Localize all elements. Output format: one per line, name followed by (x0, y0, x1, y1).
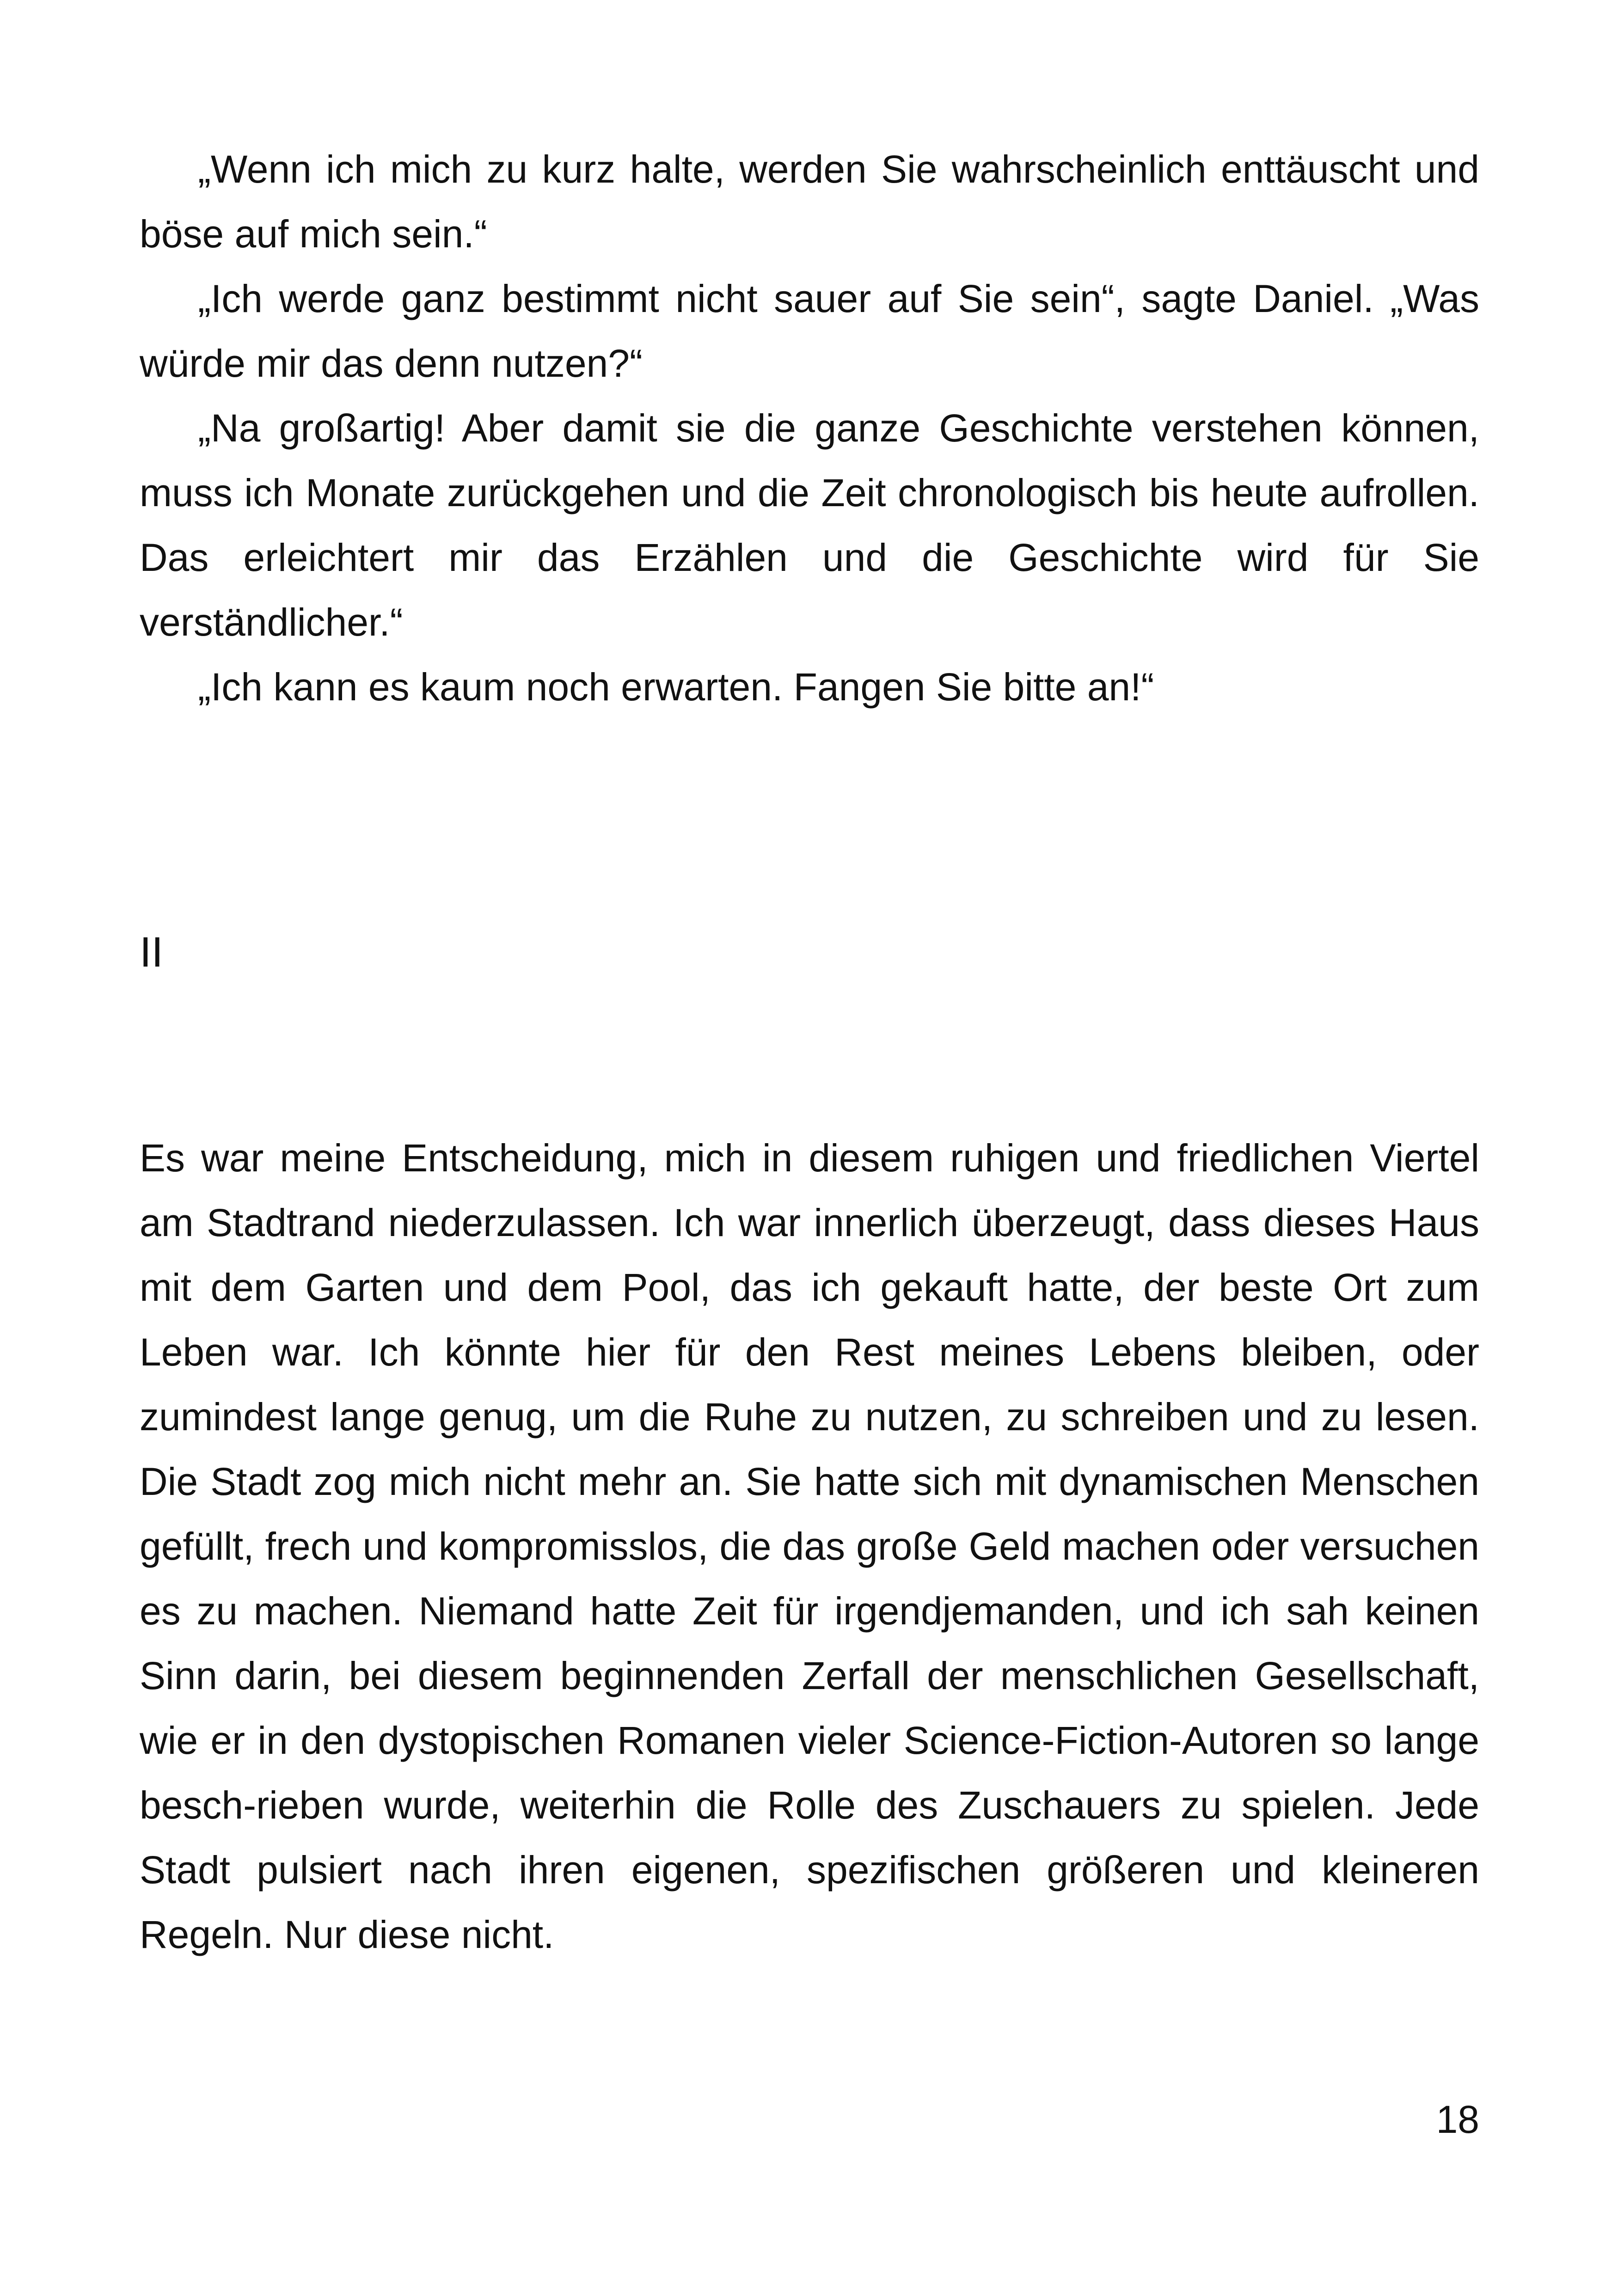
dialogue-paragraph: „Wenn ich mich zu kurz halte, werden Sie wahrscheinlich enttäuscht und böse auf mich sein.“ (140, 147, 1479, 256)
dialogue-paragraph: „Na großartig! Aber damit sie die ganze Geschichte verstehen können, muss ich Monate zurückgehen und die Zeit chronologisch bis heute aufrollen. Das erleichtert mir das Erzählen und die Geschichte wird für Sie verständlicher.“ (140, 406, 1479, 644)
narrative-section (140, 1126, 1479, 1967)
dialogue-paragraph: „Ich werde ganz bestimmt nicht sauer auf Sie sein“, sagte Daniel. „Was würde mir das denn nutzen?“ (140, 277, 1479, 385)
dialogue-paragraph: „Ich kann es kaum noch erwarten. Fangen Sie bitte an!“ (198, 665, 1154, 709)
narrative-paragraph: Es war meine Entscheidung, mich in diesem ruhigen und friedlichen Viertel am Stadtrand niederzulassen. Ich war innerlich überzeugt, dass dieses Haus mit dem Garten und dem Pool, das ich gekauft hatte, der beste Ort zum Leben war. Ich könnte hier für den Rest meines Lebens bleiben, oder zumindest lange genug, um die Ruhe zu nutzen, zu schreiben und zu lesen. Die Stadt zog mich nicht mehr an. Sie hatte sich mit dynamischen Menschen gefüllt, frech und kompromisslos, die das große Geld machen oder versuchen es zu machen. Niemand hatte Zeit für irgendjemanden, und ich sah keinen Sinn darin, bei diesem beginnenden Zerfall der menschlichen Gesellschaft, wie er in den dystopischen Romanen vieler Science-Fiction-Autoren so lange besch-rieben wurde, weiterhin die Rolle des Zuschauers zu spielen. Jede Stadt pulsiert nach ihren eigenen, spezifischen größeren und kleineren Regeln. Nur diese nicht. (140, 1136, 1479, 1956)
page-number: 18 (1436, 2098, 1479, 2141)
dialogue-section (140, 137, 1479, 719)
chapter-heading: II (140, 929, 164, 976)
